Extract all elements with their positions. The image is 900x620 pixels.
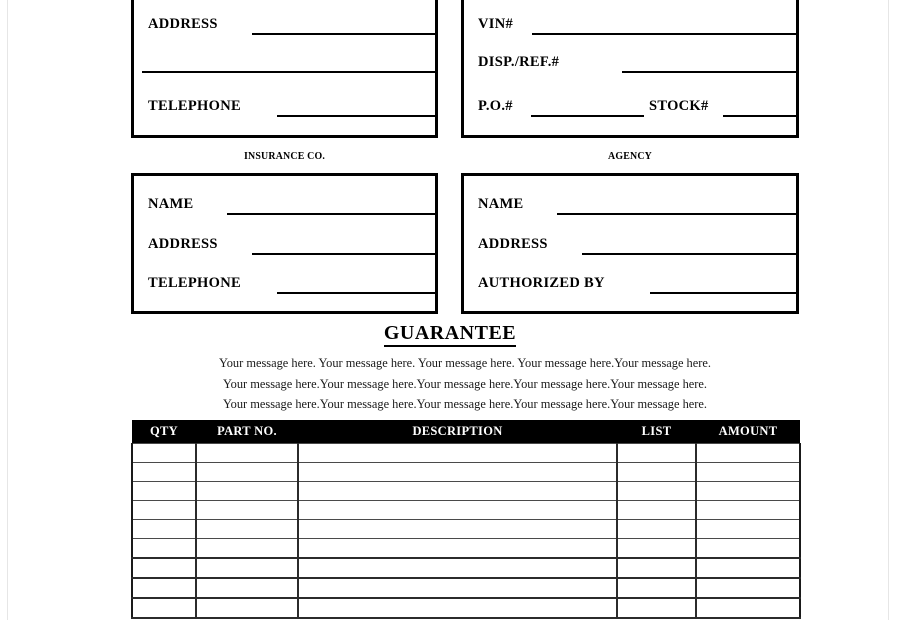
cell-list[interactable] [617, 539, 696, 559]
parts-table-body [132, 444, 800, 619]
cell-list[interactable] [617, 520, 696, 539]
cell-description[interactable] [298, 598, 617, 618]
field-label-vin: VIN# [478, 16, 514, 32]
field-agency-address[interactable] [464, 235, 796, 265]
field-label-po: P.O.# [478, 98, 513, 114]
table-row[interactable] [132, 444, 800, 463]
field-insurance-address[interactable] [134, 235, 435, 265]
field-authorized-by[interactable] [464, 274, 796, 304]
caption-agency: AGENCY [608, 150, 652, 162]
cell-part-no[interactable] [196, 539, 298, 559]
guarantee-line: Your message here.Your message here.Your message here.Your message here.Your message here. [222, 376, 708, 391]
table-row[interactable] [132, 501, 800, 520]
field-label-insurance-telephone: TELEPHONE [148, 275, 241, 291]
field-rule-telephone[interactable] [277, 115, 438, 117]
cell-list[interactable] [617, 444, 696, 463]
cell-qty[interactable] [132, 598, 196, 618]
cell-description[interactable] [298, 578, 617, 598]
table-row[interactable] [132, 482, 800, 501]
cell-part-no[interactable] [196, 463, 298, 482]
parts-table-header-row [132, 420, 800, 444]
table-row[interactable] [132, 463, 800, 482]
field-label-telephone: TELEPHONE [148, 98, 241, 114]
customer-info-box [131, 0, 438, 138]
cell-amount[interactable] [696, 598, 800, 618]
field-rule-address-line2[interactable] [142, 71, 438, 73]
field-label-disp-ref: DISP./REF.# [478, 54, 560, 70]
field-label-agency-name: NAME [478, 196, 524, 212]
field-rule-insurance-name[interactable] [227, 213, 438, 215]
field-label-insurance-name: NAME [148, 196, 194, 212]
cell-qty[interactable] [132, 463, 196, 482]
column-header-qty: QTY [132, 420, 196, 444]
field-rule-insurance-address[interactable] [252, 253, 438, 255]
cell-amount[interactable] [696, 558, 800, 578]
cell-list[interactable] [617, 578, 696, 598]
field-po-stock[interactable] [464, 97, 796, 127]
cell-description[interactable] [298, 482, 617, 501]
field-disp-ref[interactable] [464, 53, 796, 83]
guarantee-text [150, 353, 780, 415]
cell-amount[interactable] [696, 444, 800, 463]
cell-list[interactable] [617, 558, 696, 578]
field-insurance-name[interactable] [134, 195, 435, 225]
cell-part-no[interactable] [196, 578, 298, 598]
field-rule-disp-ref[interactable] [622, 71, 799, 73]
table-row[interactable] [132, 558, 800, 578]
field-label-authorized-by: AUTHORIZED BY [478, 275, 605, 291]
field-vin[interactable] [464, 15, 796, 45]
cell-qty[interactable] [132, 578, 196, 598]
parts-table [131, 420, 801, 619]
column-header-description: DESCRIPTION [298, 420, 617, 444]
field-label-address: ADDRESS [148, 16, 218, 32]
field-rule-po[interactable] [531, 115, 644, 117]
cell-description[interactable] [298, 501, 617, 520]
cell-amount[interactable] [696, 520, 800, 539]
field-customer-telephone[interactable] [134, 97, 435, 127]
field-label-insurance-address: ADDRESS [148, 236, 218, 252]
field-customer-address-line2[interactable] [134, 53, 435, 83]
cell-amount[interactable] [696, 463, 800, 482]
cell-part-no[interactable] [196, 598, 298, 618]
field-rule-agency-name[interactable] [557, 213, 799, 215]
field-rule-agency-address[interactable] [582, 253, 799, 255]
cell-qty[interactable] [132, 501, 196, 520]
cell-list[interactable] [617, 501, 696, 520]
field-rule-address[interactable] [252, 33, 438, 35]
guarantee-line: Your message here.Your message here.Your message here.Your message here.Your message here. [222, 397, 708, 412]
table-row[interactable] [132, 539, 800, 559]
cell-amount[interactable] [696, 501, 800, 520]
cell-description[interactable] [298, 463, 617, 482]
guarantee-heading-text: GUARANTEE [384, 322, 516, 347]
table-row[interactable] [132, 598, 800, 618]
cell-list[interactable] [617, 482, 696, 501]
field-rule-vin[interactable] [532, 33, 799, 35]
field-agency-name[interactable] [464, 195, 796, 225]
cell-part-no[interactable] [196, 501, 298, 520]
cell-qty[interactable] [132, 539, 196, 559]
cell-list[interactable] [617, 463, 696, 482]
caption-insurance-co: INSURANCE CO. [244, 150, 325, 162]
guarantee-heading [0, 322, 900, 345]
vehicle-info-box [461, 0, 799, 138]
cell-amount[interactable] [696, 539, 800, 559]
column-header-list: LIST [617, 420, 696, 444]
cell-description[interactable] [298, 558, 617, 578]
cell-part-no[interactable] [196, 444, 298, 463]
cell-qty[interactable] [132, 482, 196, 501]
field-insurance-telephone[interactable] [134, 274, 435, 304]
cell-amount[interactable] [696, 482, 800, 501]
field-customer-address[interactable] [134, 15, 435, 45]
table-row[interactable] [132, 578, 800, 598]
cell-part-no[interactable] [196, 558, 298, 578]
cell-list[interactable] [617, 598, 696, 618]
field-rule-stock[interactable] [723, 115, 799, 117]
field-label-stock: STOCK# [649, 98, 709, 114]
agency-info-box [461, 173, 799, 314]
cell-qty[interactable] [132, 444, 196, 463]
cell-qty[interactable] [132, 558, 196, 578]
cell-description[interactable] [298, 520, 617, 539]
field-rule-insurance-telephone[interactable] [277, 292, 438, 294]
field-rule-authorized-by[interactable] [650, 292, 799, 294]
cell-qty[interactable] [132, 520, 196, 539]
field-label-agency-address: ADDRESS [478, 236, 548, 252]
cell-description[interactable] [298, 444, 617, 463]
cell-amount[interactable] [696, 578, 800, 598]
column-header-amount: AMOUNT [696, 420, 800, 444]
column-header-part-no: PART NO. [196, 420, 298, 444]
table-row[interactable] [132, 520, 800, 539]
insurance-info-box [131, 173, 438, 314]
cell-part-no[interactable] [196, 520, 298, 539]
cell-part-no[interactable] [196, 482, 298, 501]
guarantee-line: Your message here. Your message here. Your message here. Your message here.Your message here. [219, 356, 711, 370]
cell-description[interactable] [298, 539, 617, 559]
